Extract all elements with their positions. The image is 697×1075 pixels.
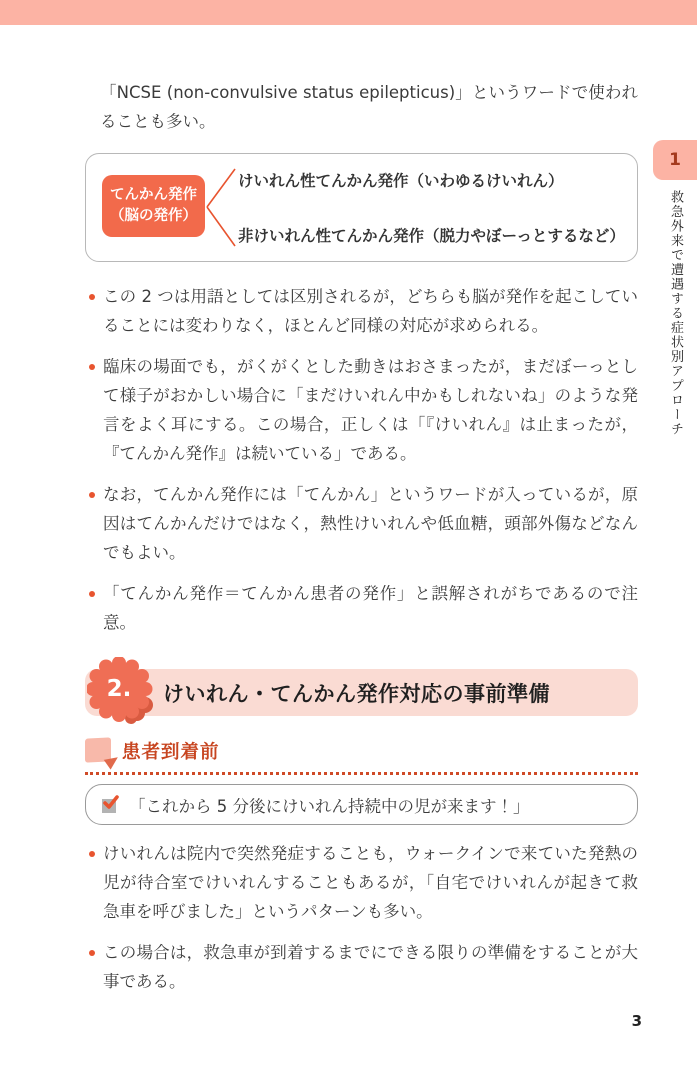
section-number-badge — [87, 657, 157, 727]
bullet-item: この 2 つは用語としては区別されるが，どちらも脳が発作を起こしていることには変わりなく，ほとんど同様の対応が求められる。 — [85, 282, 638, 340]
checkbox-check-icon — [102, 797, 118, 813]
diagram-root-label-line1: てんかん発作 — [110, 187, 197, 203]
diagram-root-label-line2: （脳の発作） — [110, 208, 197, 224]
section-number: 2. — [106, 676, 132, 702]
bullet-item: なお，てんかん発作には「てんかん」というワードが入っているが，原因はてんかんだけではなく，熱性けいれんや低血糖，頭部外傷などなんでもよい。 — [85, 480, 638, 567]
bullet-item: 臨床の場面でも，がくがくとした動きはおさまったが，まだぼーっとして様子がおかしい場合に「まだけいれん中かもしれないね」のような発言をよく耳にする。この場合，正しくは「『けいれん』は止まったが，『てんかん発作』は続いている」である。 — [85, 352, 638, 468]
diagram-root-label — [102, 175, 205, 237]
diagram-branch-nonconvulsive: 非けいれん性てんかん発作（脱力やぼーっとするなど） — [238, 227, 625, 245]
bullet-item: 「てんかん発作＝てんかん患者の発作」と誤解されがちであるので注意。 — [85, 579, 638, 637]
section-header — [85, 661, 638, 723]
subsection-header — [85, 736, 638, 775]
chapter-tab — [653, 140, 697, 180]
bullet-list-top — [85, 282, 638, 637]
section-title: けいれん・てんかん発作対応の事前準備 — [163, 682, 550, 706]
diagram-branch-convulsive: けいれん性てんかん発作（いわゆるけいれん） — [238, 172, 564, 190]
top-color-band — [0, 0, 697, 25]
page-number: 3 — [631, 1012, 642, 1030]
incoming-call-box — [85, 784, 638, 825]
note-flag-icon — [85, 738, 115, 765]
subsection-title: 患者到着前 — [122, 742, 220, 763]
chapter-tab-number: 1 — [669, 150, 681, 170]
incoming-call-text: 「これから 5 分後にけいれん持続中の児が来ます！」 — [129, 796, 530, 816]
seizure-classification-diagram — [85, 153, 638, 262]
chapter-vertical-title: 救急外来で遭遇する症状別アプローチ — [668, 190, 683, 437]
bullet-list-bottom — [85, 839, 638, 996]
fork-lines-icon — [205, 164, 237, 252]
intro-paragraph: 「NCSE (non-convulsive status epilepticus)」というワードで使われることも多い。 — [100, 83, 638, 131]
main-content — [85, 78, 638, 1008]
bullet-item: この場合は，救急車が到着するまでにできる限りの準備をすることが大事である。 — [85, 938, 638, 996]
bullet-item: けいれんは院内で突然発症することも，ウォークインで来ていた発熱の児が待合室でけいれんすることもあるが，「自宅でけいれんが起きて救急車を呼びました」というパターンも多い。 — [85, 839, 638, 926]
